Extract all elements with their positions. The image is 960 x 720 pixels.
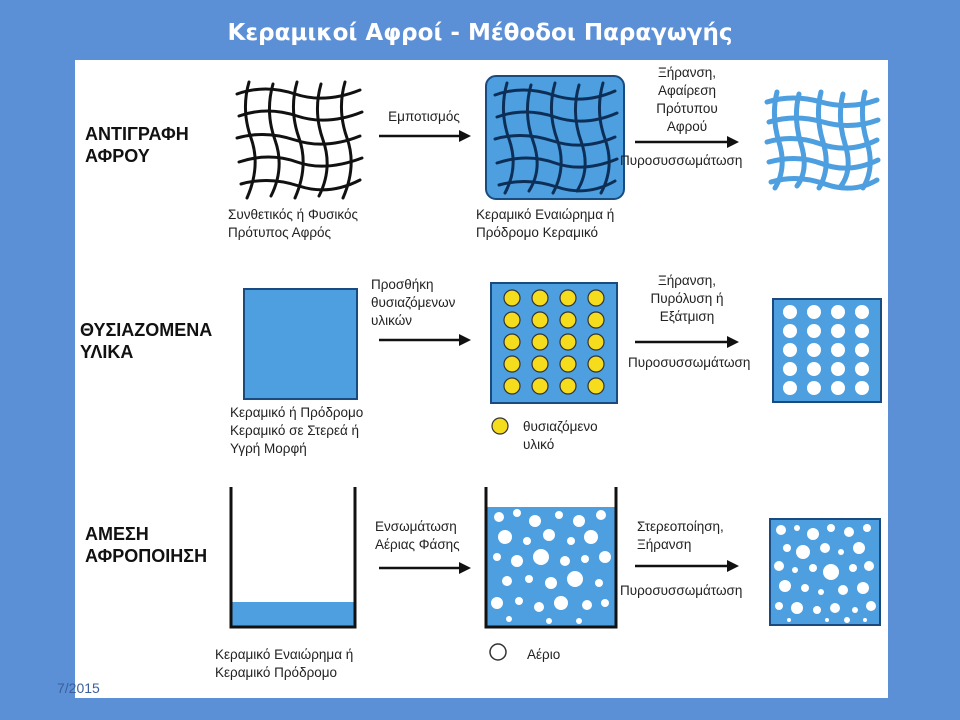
footer-date: 7/2015 bbox=[57, 680, 100, 696]
label-impregnation: Εμποτισμός bbox=[388, 109, 460, 124]
caption-ceramic-slurry: Κεραμικό Εναιώρημα ή Πρόδρομο Κεραμικό bbox=[476, 207, 615, 240]
label-add-sacrificial: Προσθήκη θυσιαζόμενων υλικών bbox=[371, 277, 456, 328]
arrow-impregnation bbox=[379, 130, 471, 142]
caption-template-foam: Συνθετικός ή Φυσικός Πρότυπος Αφρός bbox=[228, 207, 359, 240]
impregnated-foam bbox=[485, 75, 625, 200]
gas-legend-bubble bbox=[488, 642, 508, 662]
arrow-drying-1 bbox=[635, 136, 739, 148]
label-sintering-2: Πυροσυσσωμάτωση bbox=[628, 355, 751, 370]
label-sintering-3: Πυροσυσσωμάτωση bbox=[620, 583, 743, 598]
row-label-direct-foaming: ΑΜΕΣΗ ΑΦΡΟΠΟΙΗΣΗ bbox=[85, 524, 208, 566]
slide-title: Κεραμικοί Αφροί - Μέθοδοι Παραγωγής bbox=[227, 20, 733, 46]
row-label-sacrificial: ΘΥΣΙΑΖΟΜΕΝΑ ΥΛΙΚΑ bbox=[80, 320, 213, 362]
beaker-slurry bbox=[228, 485, 358, 630]
arrow-add-sacrificial bbox=[379, 334, 471, 346]
arrow-drying-3 bbox=[635, 560, 739, 572]
sacrificial-legend-dot bbox=[490, 416, 510, 436]
label-drying-pyrolysis: Ξήρανση, Πυρόλυση ή Εξάτμιση bbox=[650, 273, 724, 324]
ceramic-with-sacrificial bbox=[490, 282, 618, 404]
label-sintering-1: Πυροσυσσωμάτωση bbox=[620, 153, 743, 168]
beaker-foamed-slurry bbox=[483, 485, 619, 630]
arrow-gas-incorporation bbox=[379, 562, 471, 574]
legend-gas-text: Αέριο bbox=[527, 647, 561, 662]
legend-sacrificial-text: θυσιαζόμενο υλικό bbox=[523, 419, 598, 452]
label-drying-template-removal: Ξήρανση, Αφαίρεση Πρότυπου Αφρού bbox=[656, 65, 718, 134]
direct-foamed-ceramic bbox=[769, 518, 881, 626]
caption-ceramic-solid: Κεραμικό ή Πρόδρομο Κεραμικό σε Στερεά ή Υγρή Μορφή bbox=[230, 405, 364, 456]
porous-ceramic-sacrificial bbox=[772, 298, 882, 403]
label-gas-incorporation: Ενσωμάτωση Αέριας Φάσης bbox=[375, 519, 460, 552]
reticulated-ceramic-foam bbox=[765, 90, 880, 190]
ceramic-solid-block bbox=[243, 288, 358, 400]
polymer-template-foam bbox=[235, 80, 365, 200]
arrow-drying-2 bbox=[635, 336, 739, 348]
caption-ceramic-slurry-precursor: Κεραμικό Εναιώρημα ή Κεραμικό Πρόδρομο bbox=[215, 647, 354, 680]
diagram-panel bbox=[75, 60, 888, 698]
label-solidification-drying: Στερεοποίηση, Ξήρανση bbox=[637, 519, 724, 552]
row-label-replica: ΑΝΤΙΓΡΑΦΗ ΑΦΡΟΥ bbox=[85, 124, 189, 166]
